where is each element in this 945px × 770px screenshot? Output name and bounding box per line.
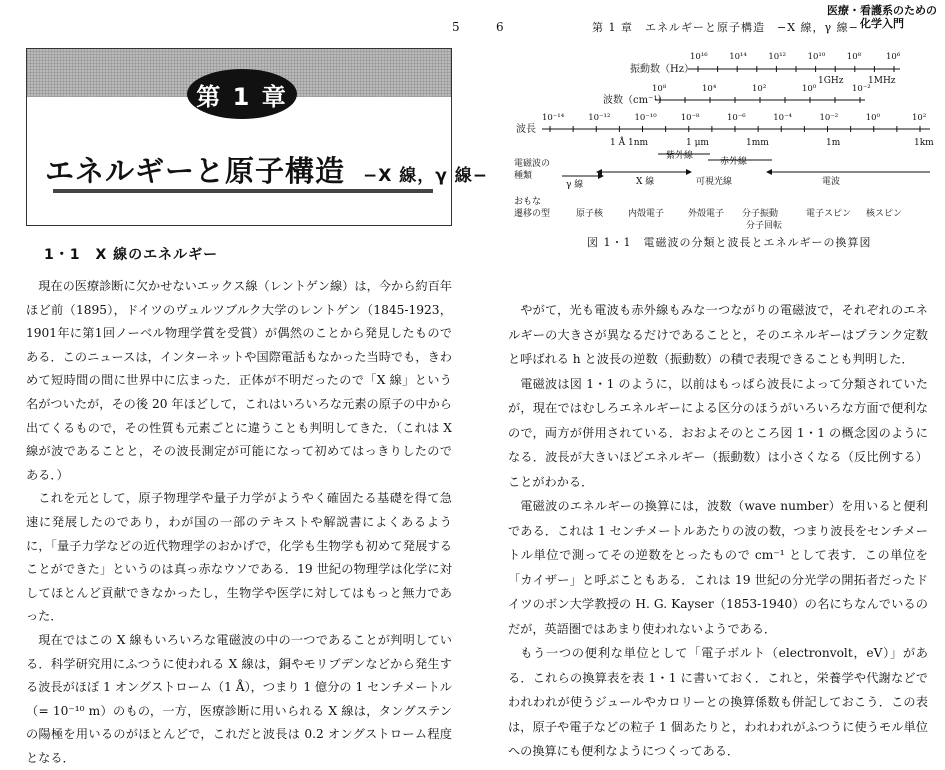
wl-mark-km: 1km [914, 138, 934, 148]
wavelength-axis-label: 波長 [516, 124, 536, 135]
wavelength-tick-label: 10² [912, 113, 927, 123]
transition-nucleus: 原子核 [576, 209, 604, 219]
wl-mark-um: 1 μm [686, 138, 709, 148]
paragraph: 現在の医療診断に欠かせないエックス線（レントゲン線）は，今から約百年ほど前（1895），ドイツのヴュルツブルク大学のレントゲン（1845-1923，1901年に第1回ノーベル物理学賞を受賞）が偶然のことから発見したものである．このニュースは，インターネットや国際電話もなかった当時でも，きわめて短時間の間に世界中に広まった．正体が不明だったので「X 線」という名がついたが，その後 20 年ほどして，これはいろいろな元素の原子の中から出てくるもので，その性質も元素ごとに違うことも判明してきた．（これは X 線が波であることと，その波長測定が可能になって初めてはっきりしたのである．） [26, 279, 452, 482]
freq-tick-label: 10¹⁴ [729, 52, 747, 62]
wavelength-tick-label: 10⁻¹⁴ [542, 113, 565, 123]
xray-arrowhead-right [686, 169, 692, 175]
freq-mark-ghz: 1GHz [818, 76, 844, 86]
left-body-text [26, 275, 452, 770]
freq-tick-label: 10¹⁶ [690, 52, 708, 62]
transition-outer-electron: 外殻電子 [688, 209, 725, 219]
radio-arrowhead [766, 169, 772, 175]
paragraph: 電磁波のエネルギーの換算には，波数（wave number）を用いると便利である．これは 1 センチメートルあたりの波の数，つまり波長をセンチメートル単位で測ってその逆数をとったもので cm⁻¹ として表す．この単位を「カイザー」と呼ぶこともある．これは 19 世紀の分光学の開拓者だったドイツのボン大学教授の H. G. Kayser（1853-1940）の名にちなんでいるのだが，英語圏ではあまり使われないようである． [508, 499, 928, 636]
chapter-title [45, 149, 488, 190]
wavelength-tick-label: 10⁻⁶ [727, 113, 746, 123]
running-head: 第 1 章 エネルギーと原子構造 −X 線，γ 線− [592, 21, 859, 34]
wl-mark-mm: 1mm [746, 138, 769, 148]
chapter-title-rule [53, 189, 433, 193]
right-body-text [508, 298, 928, 764]
type-uv: 紫外線 [666, 151, 694, 161]
chapter-subtitle: −X 線，γ 線− [363, 166, 489, 186]
wl-mark-angstrom: 1 Å [610, 138, 626, 148]
wavenumber-tick-label: 10⁸ [652, 84, 667, 94]
transition-nuclear-spin: 核スピン [866, 209, 903, 219]
page-number-right: 6 [496, 20, 504, 34]
wavenumber-tick-label: 10⁴ [702, 84, 717, 94]
section-heading: 1・1 X 線のエネルギー [44, 247, 219, 263]
type-radio: 電波 [822, 177, 841, 187]
em-spectrum-diagram [510, 44, 940, 231]
paragraph: 電磁波は図 1・1 のように，以前はもっぱら波長によって分類されていたが，現在ではむしろエネルギーによる区分のほうがいろいろな方面で便利なので，両方が併用されている．おおよそのところ図 1・1 の概念図のようになる．波長が大きいほどエネルギー（振動数）は小さくなる（反比例する）ことがわかる． [508, 376, 928, 489]
paragraph: もう一つの便利な単位として「電子ボルト（electronvolt，eV）」がある．これらの換算表を表 1・1 に書いておく．これと，栄養学や代謝などでわれわれが使うジュールやカロリーとの換算係数も併記しておこう．この表は，原子や電子などの粒子 1 個あたりと，われわれがふつうに使うモル単位への換算にも便利なようにつくってある． [508, 646, 928, 758]
wl-mark-m: 1m [826, 138, 841, 148]
wavelength-tick-label: 10⁻⁸ [680, 113, 700, 123]
transition-row-label-2: 遷移の型 [514, 209, 551, 219]
transition-row-label-1: おもな [514, 197, 542, 207]
freq-axis-label: 振動数（Hz） [630, 64, 694, 75]
transition-vibration: 分子振動 [742, 209, 779, 219]
wavelength-tick-label: 10⁻² [819, 113, 839, 123]
chapter-header [26, 48, 489, 226]
type-gamma: γ 線 [566, 180, 584, 190]
wavenumber-axis-label: 波数（cm⁻¹） [603, 95, 668, 106]
transition-inner-electron: 内殻電子 [628, 209, 665, 219]
wl-mark-nm: 1nm [628, 138, 649, 148]
wavelength-tick-label: 10⁻¹⁰ [634, 113, 657, 123]
type-row-label-1: 電磁波の [514, 159, 551, 169]
paragraph: 現在ではこの X 線もいろいろな電磁波の中の一つであることが判明している．科学研究用にふつうに使われる X 線は，銅やモリブデンなどから発生する波長がほぼ 1 オングストローム（1 Å），つまり 1 億分の 1 センチメートル（= 10⁻¹⁰ m）のもの，一方，医療診断に用いられる X 線は，タングステンの陽極を用いるのがほとんどで，これだと波長は 0.2 オングストローム程度となる． [26, 632, 452, 765]
book-title-line-2: 化学入門 [860, 17, 904, 30]
paragraph: これを元として，原子物理学や量子力学がようやく確固たる基礎を得て急速に発展したのであり，わが国の一部のテキストや解説書によくあるように，「量子力学などの近代物理学のおかげで，化学も生物学も初めて発展することができた」というのは真っ赤なウソである．19 世紀の物理学は化学に対してほとんど貢献できなかったし，生物学や医学に対してはもっと無力であった． [26, 491, 452, 624]
figure-caption: 図 1・1 電磁波の分類と波長とエネルギーの換算図 [587, 236, 872, 249]
type-ir: 赤外線 [720, 157, 748, 167]
page-number-left: 5 [452, 20, 460, 34]
wavenumber-tick-label: 10⁻² [852, 84, 871, 94]
type-visible: 可視光線 [696, 177, 733, 187]
freq-tick-label: 10¹² [768, 52, 787, 62]
paragraph: やがて，光も電波も赤外線もみな一つながりの電磁波で，それぞれのエネルギーの大きさが異なるだけであることと，そのエネルギーはプランク定数と呼ばれる h と波長の逆数（振動数）の積で表現できることも判明した． [508, 303, 928, 366]
wavenumber-tick-label: 10⁰ [802, 84, 817, 94]
transition-rotation: 分子回転 [746, 221, 783, 231]
wavelength-tick-label: 10⁰ [865, 113, 880, 123]
freq-tick-label: 10⁶ [886, 52, 901, 62]
book-title-corner [827, 4, 937, 30]
em-spectrum-figure [510, 44, 940, 231]
type-row-label-2: 種類 [514, 171, 533, 181]
freq-tick-label: 10¹⁰ [807, 52, 826, 62]
chapter-label: 第 1 章 [187, 69, 297, 119]
freq-tick-label: 10⁸ [846, 52, 862, 62]
type-xray: X 線 [636, 177, 655, 187]
freq-mark-mhz: 1MHz [868, 76, 896, 86]
right-page [470, 0, 945, 758]
book-title-line-1: 医療・看護系のための [827, 4, 937, 17]
wavenumber-tick-label: 10² [752, 84, 767, 94]
transition-electron-spin: 電子スピン [806, 209, 852, 219]
chapter-title-main: エネルギーと原子構造 [45, 154, 346, 188]
wavelength-tick-label: 10⁻¹² [588, 113, 611, 123]
wavelength-tick-label: 10⁻⁴ [773, 113, 792, 123]
